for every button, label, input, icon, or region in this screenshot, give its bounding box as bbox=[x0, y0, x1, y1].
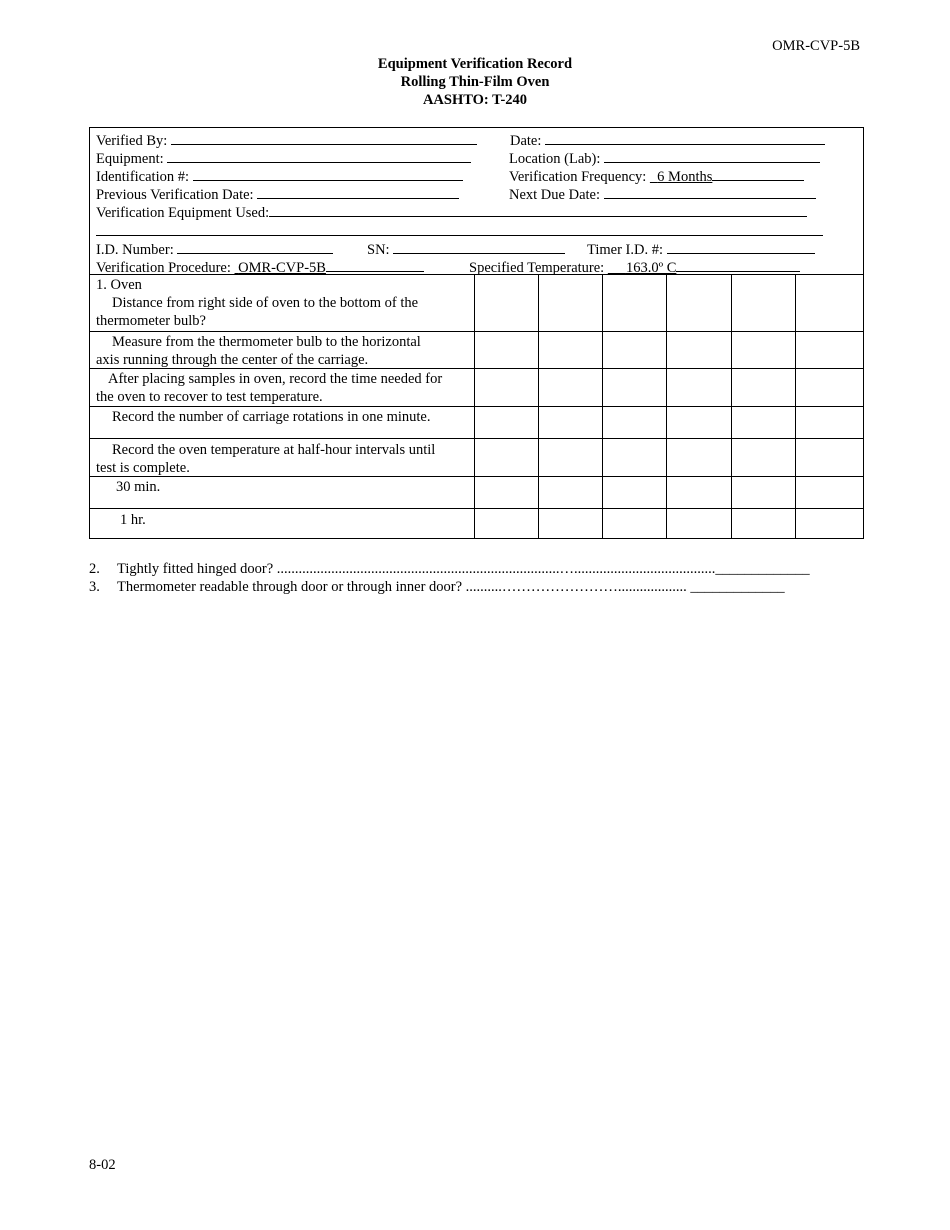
value-cell[interactable] bbox=[603, 275, 667, 331]
question-cell bbox=[90, 439, 475, 476]
value-cell[interactable] bbox=[668, 407, 732, 438]
question-line: After placing samples in oven, record the time needed for bbox=[108, 371, 443, 387]
value-cell[interactable] bbox=[475, 477, 539, 508]
value-cell[interactable] bbox=[539, 332, 603, 368]
question-line: Measure from the thermometer bulb to the horizontal bbox=[112, 334, 421, 350]
question-line: Record the number of carriage rotations in one minute. bbox=[112, 409, 431, 425]
value-cell[interactable] bbox=[732, 332, 796, 368]
previous-verification-date-field[interactable] bbox=[96, 184, 459, 204]
identification-line[interactable] bbox=[193, 166, 463, 181]
value-cell[interactable] bbox=[475, 332, 539, 368]
value-cell[interactable] bbox=[796, 407, 864, 438]
verification-frequency-line[interactable] bbox=[712, 166, 804, 181]
question-cell bbox=[90, 509, 475, 539]
value-cell[interactable] bbox=[603, 407, 667, 438]
verification-frequency-value: 6 Months bbox=[657, 169, 713, 185]
identification-label: Identification #: bbox=[96, 169, 190, 185]
verification-frequency-field[interactable] bbox=[509, 166, 804, 186]
value-cell[interactable] bbox=[668, 275, 732, 331]
value-cell[interactable] bbox=[475, 275, 539, 331]
date-label: Date: bbox=[510, 133, 542, 149]
form-header bbox=[90, 128, 863, 275]
id-number-label: I.D. Number: bbox=[96, 242, 174, 258]
question-cell bbox=[90, 407, 475, 438]
verification-procedure-value: OMR-CVP-5B bbox=[238, 260, 326, 276]
question-text: Tightly fitted hinged door? ..............................................................................…......................................._____________ bbox=[117, 561, 810, 577]
value-cell[interactable] bbox=[539, 369, 603, 406]
value-cell[interactable] bbox=[732, 275, 796, 331]
question-3[interactable] bbox=[89, 578, 785, 596]
question-line: Record the oven temperature at half-hour intervals until bbox=[112, 442, 436, 458]
equipment-field[interactable] bbox=[96, 148, 471, 168]
question-line: 1. Oven bbox=[96, 277, 142, 293]
sn-label: SN: bbox=[367, 242, 390, 258]
question-line: test is complete. bbox=[96, 460, 190, 476]
sn-line[interactable] bbox=[393, 239, 565, 254]
value-cell[interactable] bbox=[475, 509, 539, 539]
value-cell[interactable] bbox=[668, 509, 732, 539]
value-cell[interactable] bbox=[796, 332, 864, 368]
specified-temperature-field[interactable] bbox=[469, 257, 800, 277]
verification-procedure-field[interactable] bbox=[96, 257, 424, 277]
value-cell[interactable] bbox=[603, 477, 667, 508]
table-row bbox=[90, 439, 863, 477]
title-line-2: Rolling Thin-Film Oven bbox=[400, 74, 550, 90]
value-cell[interactable] bbox=[796, 369, 864, 406]
value-cell[interactable] bbox=[539, 509, 603, 539]
value-cell[interactable] bbox=[603, 509, 667, 539]
next-due-date-label: Next Due Date: bbox=[509, 187, 600, 203]
value-cell[interactable] bbox=[796, 509, 864, 539]
timer-id-label: Timer I.D. #: bbox=[587, 242, 663, 258]
value-cell[interactable] bbox=[796, 477, 864, 508]
verification-equipment-used-line-2[interactable] bbox=[96, 235, 823, 236]
footer-code: 8-02 bbox=[89, 1157, 116, 1173]
previous-verification-date-line[interactable] bbox=[257, 184, 459, 199]
date-line[interactable] bbox=[545, 130, 825, 145]
verified-by-line[interactable] bbox=[171, 130, 477, 145]
value-cell[interactable] bbox=[732, 407, 796, 438]
equipment-label: Equipment: bbox=[96, 151, 164, 167]
verification-equipment-used-line[interactable] bbox=[269, 202, 807, 217]
table-row bbox=[90, 509, 863, 539]
next-due-date-line[interactable] bbox=[604, 184, 816, 199]
question-line: axis running through the center of the carriage. bbox=[96, 352, 369, 368]
verified-by-field[interactable] bbox=[96, 130, 477, 150]
value-cell[interactable] bbox=[603, 369, 667, 406]
question-cell bbox=[90, 477, 475, 508]
question-line: the oven to recover to test temperature. bbox=[96, 389, 323, 405]
value-cell[interactable] bbox=[539, 439, 603, 476]
verification-equipment-used-label: Verification Equipment Used: bbox=[96, 205, 270, 221]
value-cell[interactable] bbox=[603, 332, 667, 368]
value-cell[interactable] bbox=[539, 275, 603, 331]
previous-verification-date-label: Previous Verification Date: bbox=[96, 187, 254, 203]
verification-equipment-used-field[interactable] bbox=[96, 202, 807, 222]
value-cell[interactable] bbox=[475, 369, 539, 406]
value-cell[interactable] bbox=[475, 407, 539, 438]
value-cell[interactable] bbox=[796, 275, 864, 331]
document-code: OMR-CVP-5B bbox=[772, 38, 860, 54]
value-cell[interactable] bbox=[668, 477, 732, 508]
location-field[interactable] bbox=[509, 148, 820, 168]
question-cell bbox=[90, 275, 475, 331]
verification-procedure-label: Verification Procedure: bbox=[96, 260, 231, 276]
value-cell[interactable] bbox=[732, 477, 796, 508]
value-cell[interactable] bbox=[796, 439, 864, 476]
verification-frequency-label: Verification Frequency: bbox=[509, 169, 647, 185]
table-row bbox=[90, 332, 863, 369]
specified-temperature-value: 163.0º C bbox=[625, 260, 677, 276]
table-row bbox=[90, 369, 863, 407]
value-cell[interactable] bbox=[668, 332, 732, 368]
timer-id-line[interactable] bbox=[667, 239, 815, 254]
title-block bbox=[0, 55, 950, 109]
question-line: 1 hr. bbox=[120, 512, 146, 528]
question-number: 2. bbox=[89, 561, 100, 577]
table-row bbox=[90, 407, 863, 439]
question-2[interactable] bbox=[89, 560, 810, 578]
title-line-1: Equipment Verification Record bbox=[377, 56, 573, 72]
value-cell[interactable] bbox=[668, 439, 732, 476]
specified-temperature-line[interactable] bbox=[676, 257, 800, 272]
timer-id-field[interactable] bbox=[587, 239, 815, 259]
value-cell[interactable] bbox=[603, 439, 667, 476]
question-text: Thermometer readable through door or through inner door? ..........……………………................... _____________ bbox=[117, 579, 785, 595]
id-number-field[interactable] bbox=[96, 239, 333, 259]
title-line-3: AASHTO: T-240 bbox=[422, 92, 528, 108]
location-label: Location (Lab): bbox=[509, 151, 601, 167]
value-cell[interactable] bbox=[539, 477, 603, 508]
id-number-line[interactable] bbox=[177, 239, 333, 254]
question-number: 3. bbox=[89, 579, 100, 595]
value-cell[interactable] bbox=[668, 369, 732, 406]
identification-field[interactable] bbox=[96, 166, 463, 186]
verified-by-label: Verified By: bbox=[96, 133, 168, 149]
value-cell[interactable] bbox=[732, 509, 796, 539]
date-field[interactable] bbox=[510, 130, 825, 150]
value-cell[interactable] bbox=[539, 407, 603, 438]
question-line: 30 min. bbox=[116, 479, 161, 495]
verification-form bbox=[89, 127, 864, 539]
question-line: Distance from right side of oven to the bottom of the bbox=[112, 295, 419, 311]
value-cell[interactable] bbox=[732, 439, 796, 476]
specified-temperature-label: Specified Temperature: bbox=[469, 260, 605, 276]
question-cell bbox=[90, 332, 475, 368]
table-row bbox=[90, 275, 863, 332]
verification-procedure-line[interactable] bbox=[326, 257, 424, 272]
table-row bbox=[90, 477, 863, 509]
next-due-date-field[interactable] bbox=[509, 184, 816, 204]
question-line: thermometer bulb? bbox=[96, 313, 206, 329]
location-line[interactable] bbox=[604, 148, 820, 163]
sn-field[interactable] bbox=[367, 239, 565, 259]
equipment-line[interactable] bbox=[167, 148, 471, 163]
question-cell bbox=[90, 369, 475, 406]
value-cell[interactable] bbox=[732, 369, 796, 406]
value-cell[interactable] bbox=[475, 439, 539, 476]
